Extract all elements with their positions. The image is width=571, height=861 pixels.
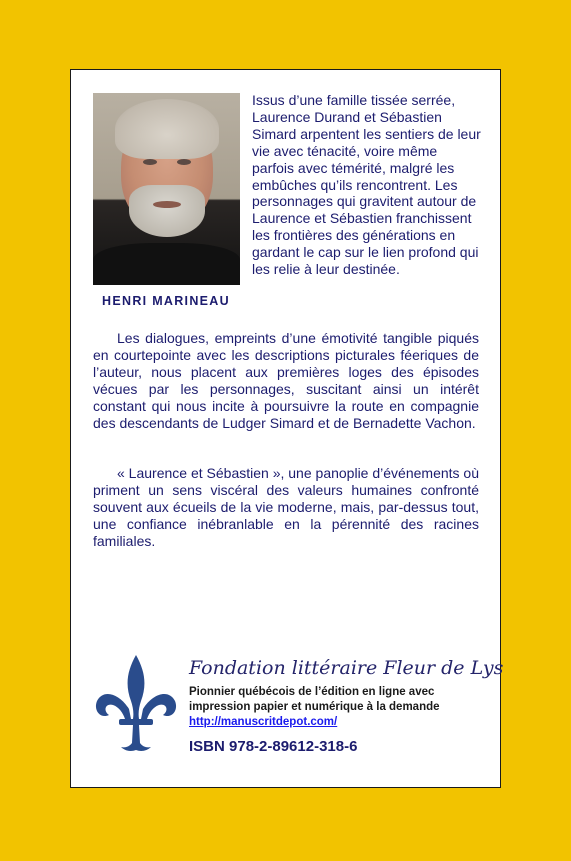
body-paragraph-2: « Laurence et Sébastien », une panoplie d’événements où priment un sens viscéral des valeurs humaines confronté souvent aux écueils de la vie moderne, mais, par-dessus tout, une confiance inébranlable en la pérennité des racines familiales. xyxy=(93,465,479,549)
portrait-eye-right xyxy=(177,159,191,165)
portrait-beard xyxy=(129,185,205,237)
body-paragraph-1: Les dialogues, empreints d’une émotivité tangible piqués en courtepointe avec les descriptions picturales féeriques de l’auteur, nous placent aux premières loges des épisodes vécues par les personnages, suscitant ainsi un intérêt constant qui nous incite à poursuivre la route en compagnie des descendants de Ludger Simard et de Bernadette Vachon. xyxy=(93,330,479,431)
author-photo xyxy=(93,93,240,285)
portrait-mouth xyxy=(153,201,181,208)
portrait-hair xyxy=(115,99,219,159)
publisher-link[interactable]: http://manuscritdepot.com/ xyxy=(189,716,338,728)
intro-text: Issus d’une famille tissée serrée, Laurence Durand et Sébastien Simard arpentent les sentiers de leur vie avec ténacité, voire même parfois avec témérité, malgré les embûches qu’ils rencontrent. Les personnages qui gravitent autour de Laurence et Sébastien franchissent les frontières des générations en gardant le cap sur le lien profond qui les relie à leur destinée. xyxy=(252,92,481,278)
publisher-tagline: Pionnier québécois de l’édition en ligne avec impression papier et numérique à la demande xyxy=(189,686,440,713)
author-name: HENRI MARINEAU xyxy=(102,294,230,308)
isbn: ISBN 978-2-89612-318-6 xyxy=(189,738,358,755)
publisher-name: Fondation littéraire Fleur de Lys xyxy=(189,657,504,679)
portrait-eye-left xyxy=(143,159,157,165)
back-cover-panel xyxy=(70,69,504,788)
portrait-shirt xyxy=(93,243,240,285)
fleur-de-lys-icon xyxy=(93,653,179,753)
